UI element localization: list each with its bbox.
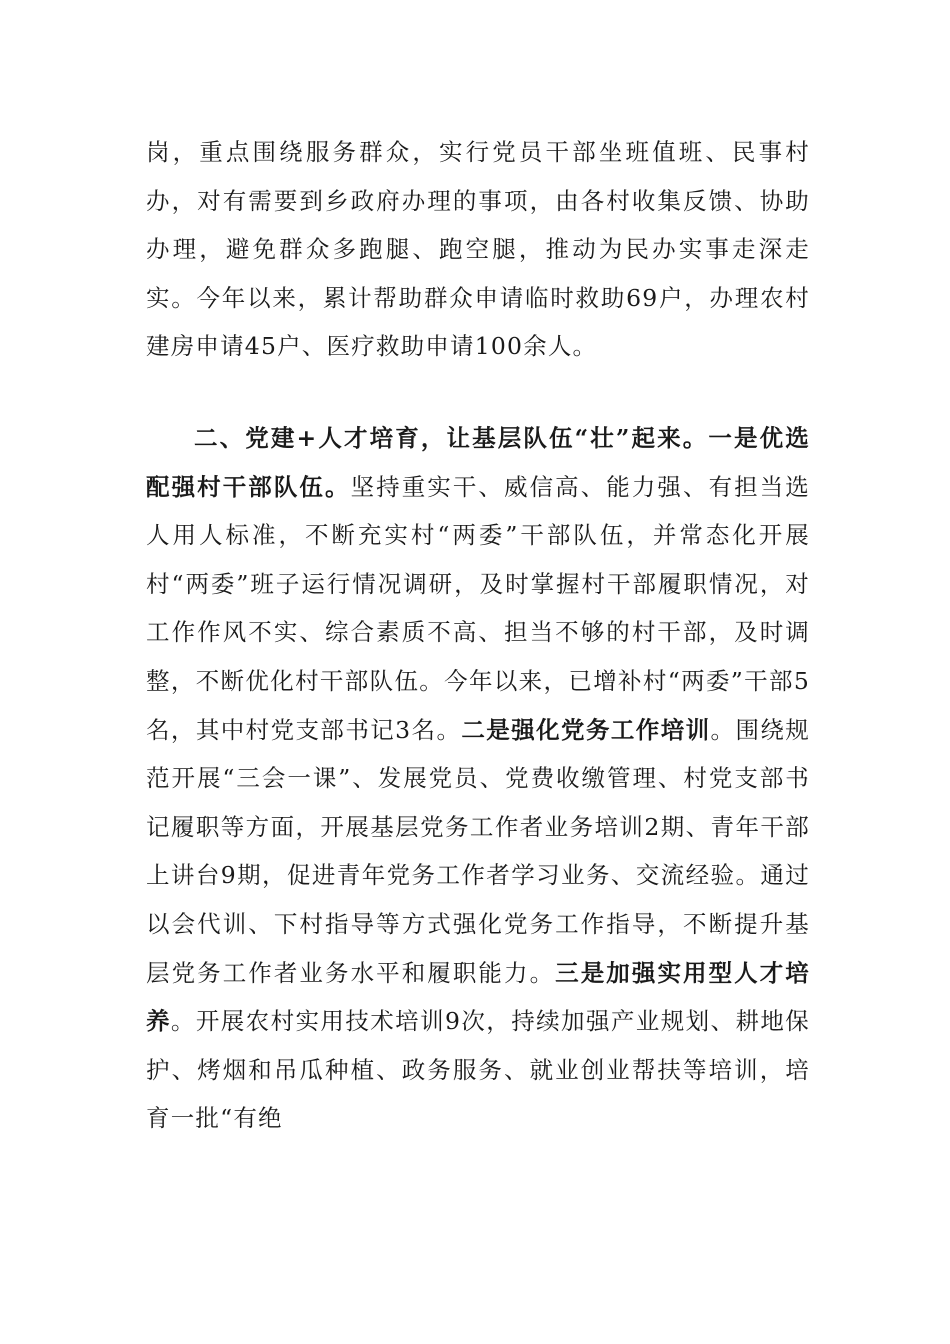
subheading-party-training: 二是强化党务工作培训: [461, 715, 711, 744]
paragraph-text: 。围绕规范开展“三会一课”、发展党员、党费收缴管理、村党支部书记履职等方面，开展基层党务工作者业务培训2期、青年干部上讲台9期，促进青年党务工作者学习业务、交流经验。通过以会代训、下村指导等方式强化党务工作指导，不断提升基层党务工作者业务水平和履职能力。: [146, 715, 810, 987]
paragraph-text: 坚持重实干、威信高、能力强、有担当选人用人标准，不断充实村“两委”干部队伍，并常态化开展村“两委”班子运行情况调研，及时掌握村干部履职情况，对工作作风不实、综合素质不高、担当不够的村干部，及时调整，不断优化村干部队伍。今年以来，已增补村“两委”干部5名，其中村党支部书记3名。: [146, 472, 810, 744]
subheading-practical-talent: 三是加强实用型人才培养: [146, 958, 811, 1036]
section-heading: 二、党建+人才培育，让基层队伍“壮”起来。一是优选配强村干部队伍。: [146, 424, 810, 501]
paragraph-talent-cultivation: [146, 414, 810, 1143]
paragraph-text: 。开展农村实用技术培训9次，持续加强产业规划、耕地保护、烤烟和吊瓜种植、政务服务、就业创业帮扶等培训，培育一批“有绝: [146, 1007, 810, 1133]
paragraph-service-results: [146, 128, 810, 371]
paragraph-text: 岗，重点围绕服务群众，实行党员干部坐班值班、民事村办，对有需要到乡政府办理的事项，由各村收集反馈、协助办理，避免群众多跑腿、跑空腿，推动为民办实事走深走实。今年以来，累计帮助群众申请临时救助69户，办理农村建房申请45户、医疗救助申请100余人。: [146, 138, 810, 361]
